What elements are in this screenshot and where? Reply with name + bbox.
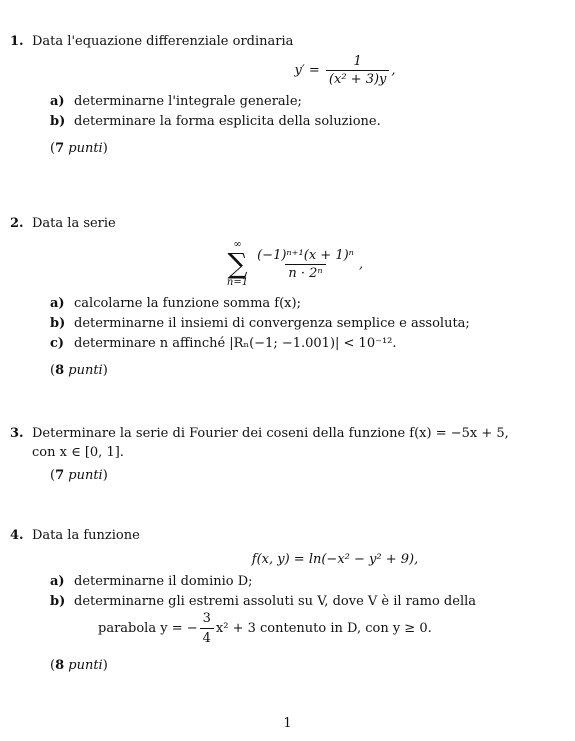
points-word: punti xyxy=(68,468,103,483)
equation-lhs: y′ = xyxy=(294,63,320,78)
item-text: determinarne il dominio D; xyxy=(74,574,253,589)
item-text: determinarne il insiemi di convergenza semplice e assoluta; xyxy=(74,316,470,331)
item-label: a) xyxy=(50,574,65,589)
fraction xyxy=(200,611,214,646)
list-item xyxy=(50,336,560,351)
item-continuation xyxy=(98,611,560,646)
numerator: 3 xyxy=(202,611,211,626)
points: (8 punti) xyxy=(50,658,108,673)
problem-number: 3. xyxy=(10,426,24,441)
numerator: (−1)ⁿ⁺¹(x + 1)ⁿ xyxy=(257,247,354,263)
points: (8 punti) xyxy=(50,363,108,378)
problem-number: 1. xyxy=(10,34,24,49)
points: (7 punti) xyxy=(50,468,108,483)
parabola-pre: parabola y = − xyxy=(98,621,198,636)
list-item xyxy=(50,316,560,331)
problem-3 xyxy=(10,426,560,483)
item-list xyxy=(50,574,560,646)
denominator: n · 2ⁿ xyxy=(285,264,325,280)
sigma-symbol: ∑ xyxy=(227,247,248,280)
item-label: b) xyxy=(50,114,66,129)
item-list xyxy=(50,296,560,351)
fraction xyxy=(326,55,389,86)
sum-lower: n=1 xyxy=(226,277,249,288)
item-text: determinarne gli estremi assoluti su V, dove V è il ramo della xyxy=(74,594,477,609)
points-number: 7 xyxy=(55,141,65,156)
page-number: 1 xyxy=(283,716,292,731)
item-label: b) xyxy=(50,594,66,609)
problem-intro: Data la serie xyxy=(32,216,116,231)
problem-continuation: con x ∈ [0, 1]. xyxy=(32,445,124,460)
points: (7 punti) xyxy=(50,141,108,156)
problem-number: 2. xyxy=(10,216,24,231)
item-label: b) xyxy=(50,316,66,331)
list-item xyxy=(50,574,560,589)
item-label: a) xyxy=(50,296,65,311)
list-item xyxy=(50,296,560,311)
list-item xyxy=(50,94,560,109)
problem-1 xyxy=(10,34,560,156)
item-label: a) xyxy=(50,94,65,109)
sum-upper: ∞ xyxy=(233,239,242,250)
points-word: punti xyxy=(68,658,103,673)
points-number: 8 xyxy=(55,658,65,673)
numerator: 1 xyxy=(353,54,362,69)
item-label: c) xyxy=(50,336,65,351)
parabola-post: x² + 3 contenuto in D, con y ≥ 0. xyxy=(215,621,432,636)
points-word: punti xyxy=(68,363,103,378)
denominator: (x² + 3)y xyxy=(326,70,389,86)
equation-tail: , xyxy=(391,63,396,78)
problem-4 xyxy=(10,528,560,673)
problem-number: 4. xyxy=(10,528,24,543)
item-text: determinare la forma esplicita della soluzione. xyxy=(74,114,381,129)
equation-tail: , xyxy=(358,256,364,272)
item-text: determinare n affinché |Rₙ(−1; −1.001)| < 10⁻¹². xyxy=(74,336,397,351)
item-list xyxy=(50,94,560,129)
problem-intro: Determinare la serie di Fourier dei coseni della funzione f(x) = −5x + 5, xyxy=(32,426,509,441)
function-equation: f(x, y) = ln(−x² − y² + 9), xyxy=(251,552,419,567)
list-item xyxy=(50,114,560,129)
item-text: determinarne l'integrale generale; xyxy=(74,94,302,109)
points-word: punti xyxy=(68,141,103,156)
problem-2 xyxy=(10,216,560,378)
points-number: 8 xyxy=(55,363,65,378)
summation xyxy=(227,240,248,288)
fraction xyxy=(254,249,357,280)
series-equation xyxy=(30,237,560,288)
problem-intro: Data l'equazione differenziale ordinaria xyxy=(32,34,294,49)
item-text: calcolarne la funzione somma f(x); xyxy=(74,296,301,311)
points-number: 7 xyxy=(55,468,65,483)
denominator: 4 xyxy=(200,628,214,646)
list-item xyxy=(50,594,560,609)
problem-intro: Data la funzione xyxy=(32,528,140,543)
equation xyxy=(130,55,560,86)
